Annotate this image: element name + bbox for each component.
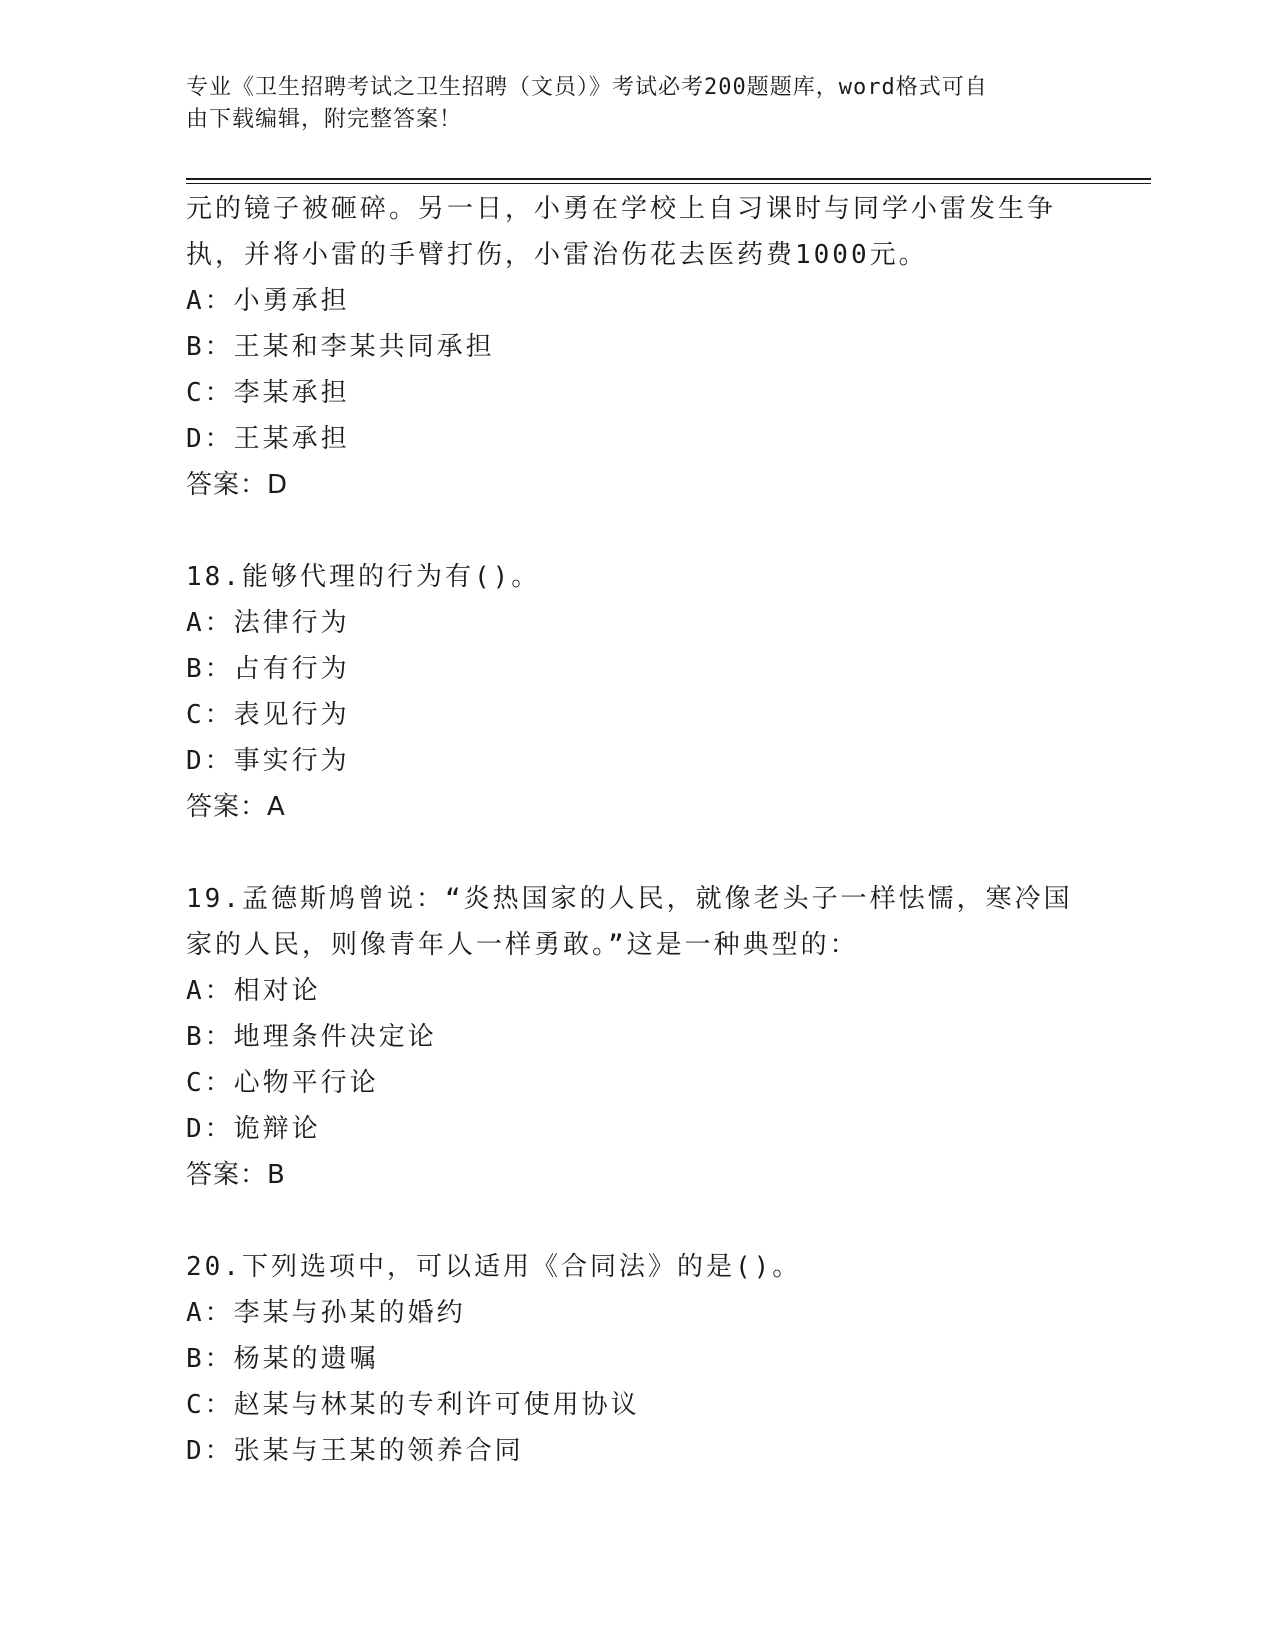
answer: 答案：B [186, 1160, 286, 1190]
option-a: A：小勇承担 [186, 286, 350, 316]
option-a: A：相对论 [186, 976, 321, 1006]
question-20 [186, 1244, 1086, 1474]
option-d: D：事实行为 [186, 746, 350, 776]
option-b: B：地理条件决定论 [186, 1022, 437, 1052]
answer: 答案：A [186, 792, 286, 822]
question-continuation [186, 186, 1086, 508]
option-d: D：张某与王某的领养合同 [186, 1436, 524, 1466]
header-line-2: 由下载编辑，附完整答案！ [186, 107, 463, 132]
option-b: B：占有行为 [186, 654, 350, 684]
header-rule-thin [186, 183, 1151, 184]
header-line-1: 专业《卫生招聘考试之卫生招聘（文员）》考试必考200题题库，word格式可自 [186, 75, 988, 100]
question-text-line: 元的镜子被砸碎。另一日，小勇在学校上自习课时与同学小雷发生争 [186, 194, 1057, 224]
option-a: A：法律行为 [186, 608, 350, 638]
question-text-line: 家的人民，则像青年人一样勇敢。”这是一种典型的： [186, 930, 859, 960]
spacer [186, 1198, 1086, 1244]
spacer [186, 830, 1086, 876]
answer: 答案：D [186, 470, 289, 500]
option-d: D：王某承担 [186, 424, 350, 454]
option-c: C：赵某与林某的专利许可使用协议 [186, 1390, 640, 1420]
option-c: C：表见行为 [186, 700, 350, 730]
question-18 [186, 554, 1086, 830]
question-text-line: 执，并将小雷的手臂打伤，小雷治伤花去医药费1000元。 [186, 240, 928, 270]
question-text-line: 20.下列选项中，可以适用《合同法》的是()。 [186, 1252, 802, 1282]
question-text-line: 18.能够代理的行为有()。 [186, 562, 541, 592]
spacer [186, 508, 1086, 554]
option-b: B：杨某的遗嘱 [186, 1344, 379, 1374]
question-content [186, 186, 1086, 1474]
question-19 [186, 876, 1086, 1198]
option-c: C：李某承担 [186, 378, 350, 408]
option-b: B：王某和李某共同承担 [186, 332, 495, 362]
header-rule-thick [186, 178, 1151, 180]
option-c: C：心物平行论 [186, 1068, 379, 1098]
question-text-line: 19.孟德斯鸠曾说：“炎热国家的人民，就像老头子一样怯懦，寒冷国 [186, 884, 1073, 914]
option-a: A：李某与孙某的婚约 [186, 1298, 466, 1328]
document-header [186, 72, 1066, 136]
option-d: D：诡辩论 [186, 1114, 321, 1144]
